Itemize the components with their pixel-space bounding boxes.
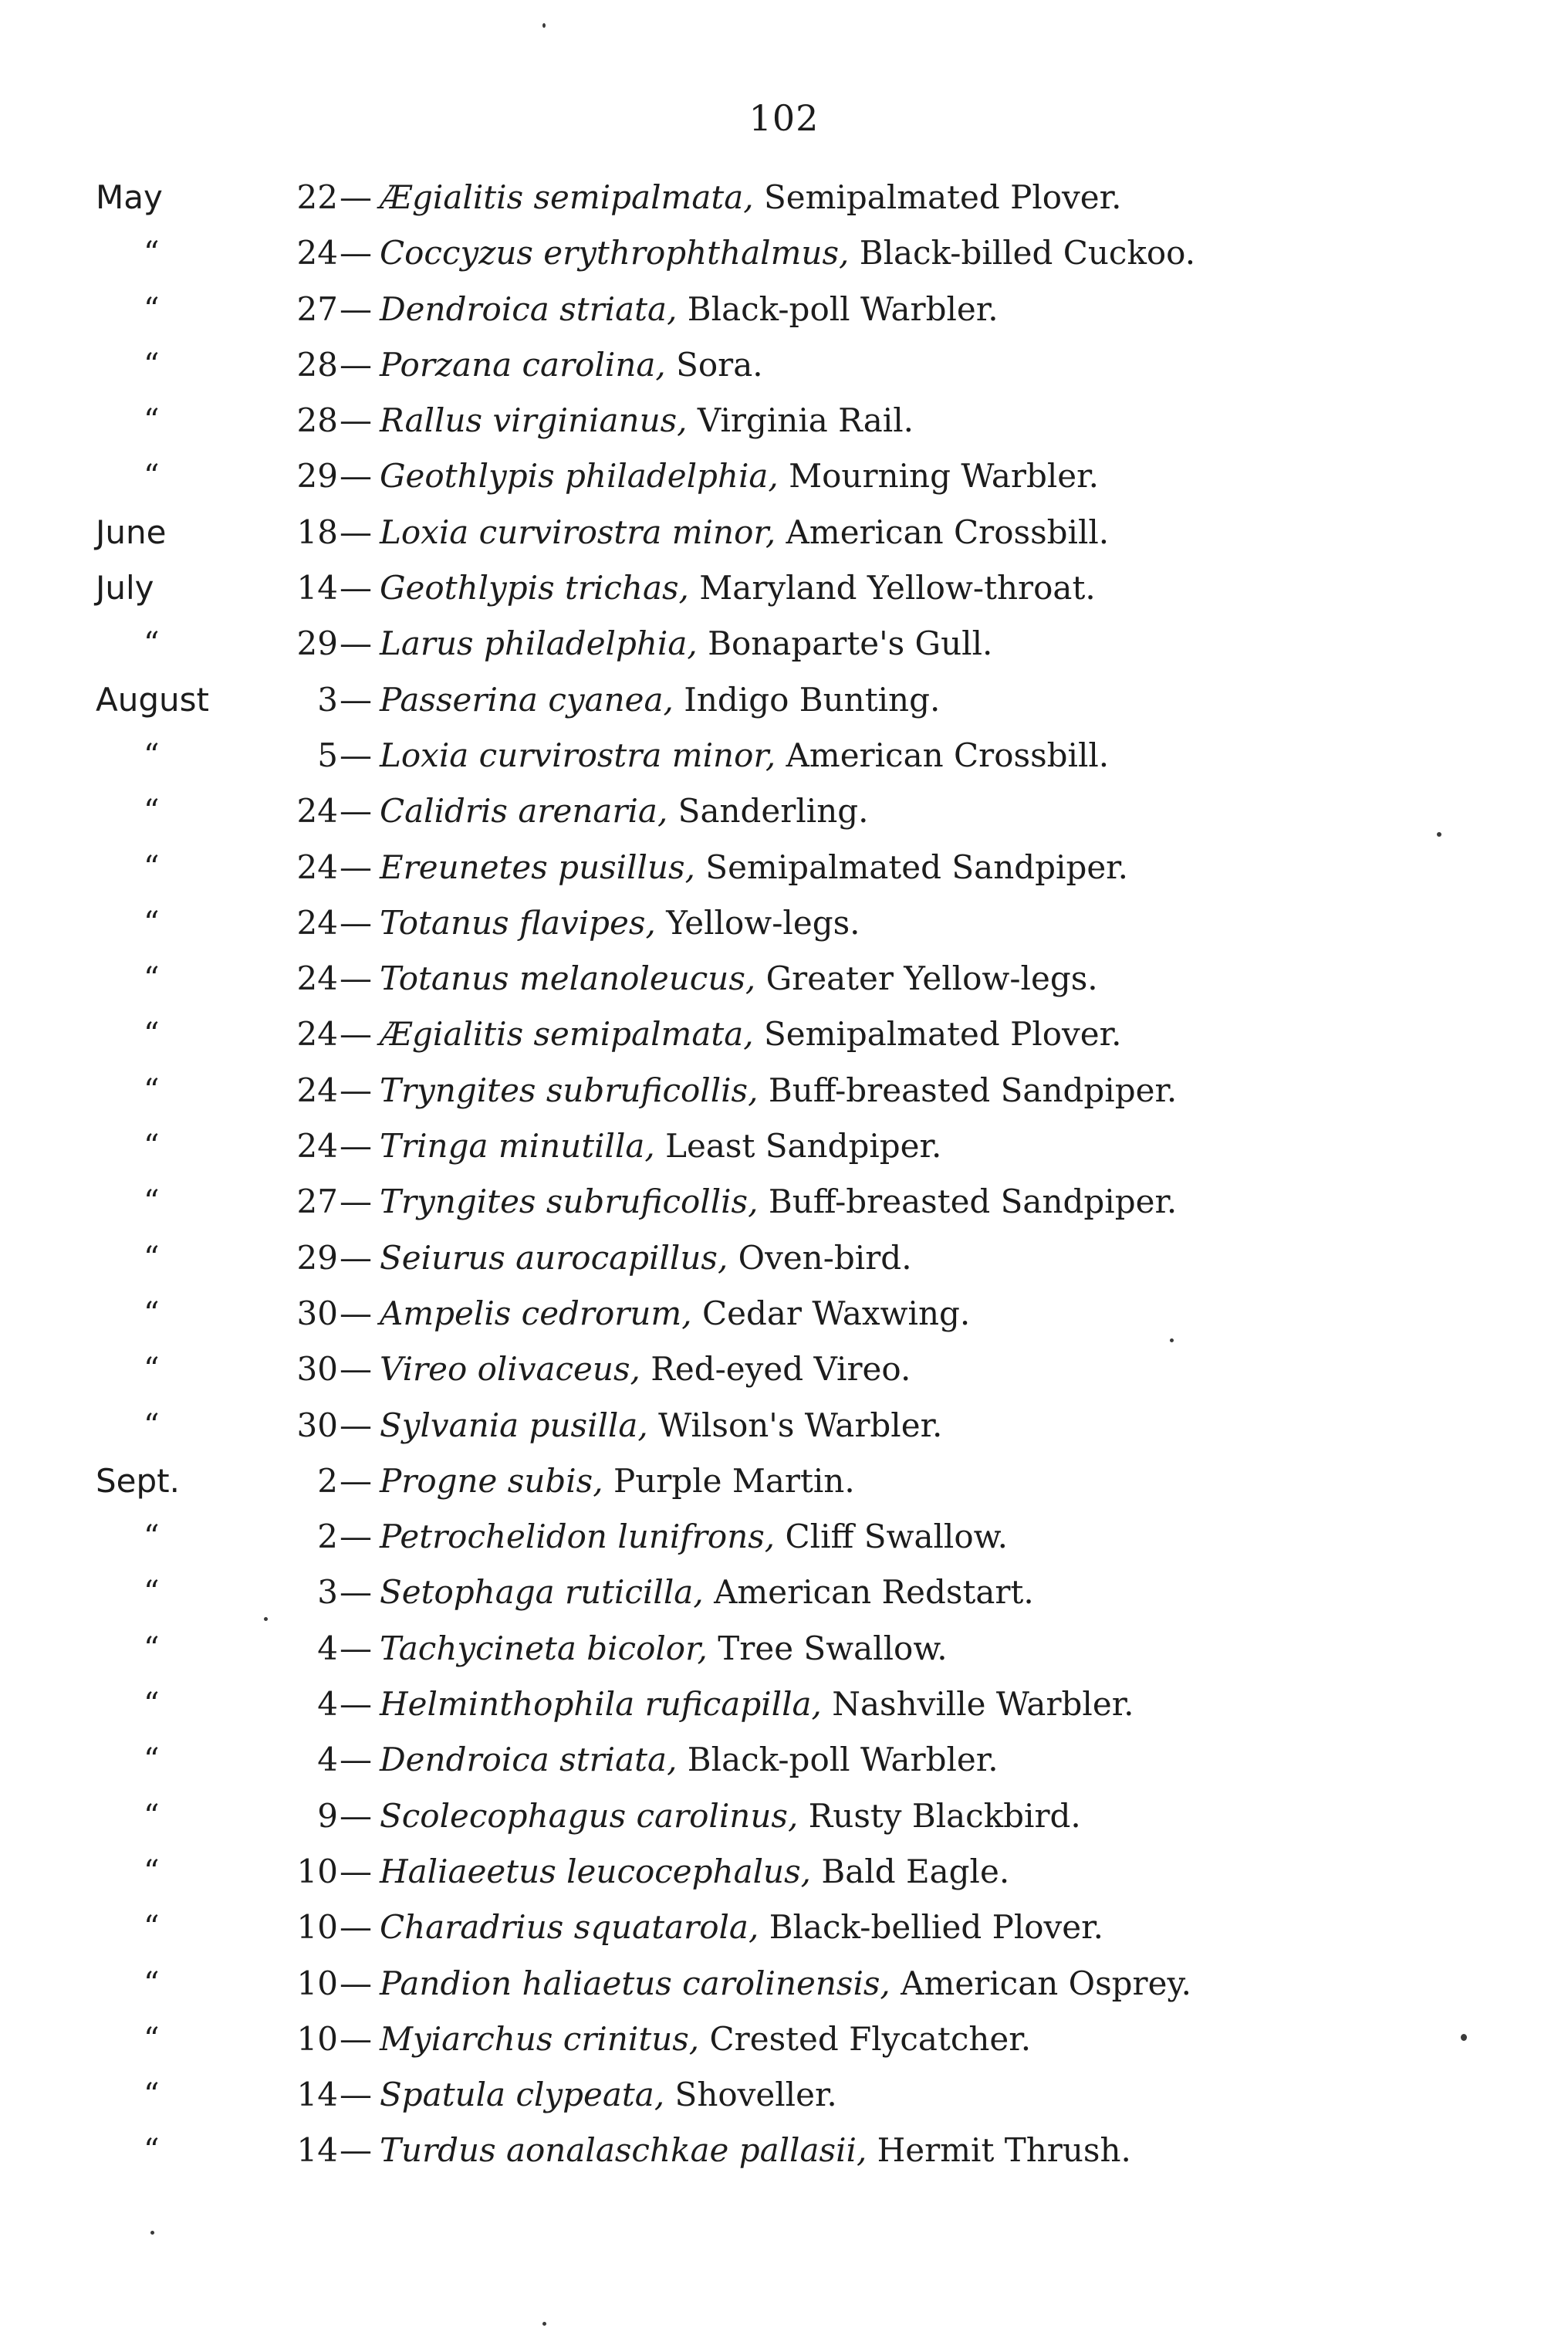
day-number: 14: [296, 2131, 338, 2170]
list-item: [0, 1956, 1568, 2012]
em-dash-separator: —: [340, 624, 372, 663]
scientific-name: Petrochelidon lunifrons,: [380, 1518, 776, 1556]
scientific-name: Geothlypis trichas,: [380, 569, 689, 607]
common-name: American Crossbill.: [786, 736, 1110, 774]
em-dash-separator: —: [340, 1852, 372, 1890]
scan-speck: [150, 2231, 154, 2235]
day-number: 5: [317, 736, 338, 774]
day-number: 2: [317, 1518, 338, 1556]
day-number: 10: [296, 1908, 338, 1947]
day-number: 24: [296, 792, 338, 831]
day-number: 27: [296, 289, 338, 328]
day-number: 14: [296, 569, 338, 607]
day-number: 3: [317, 1573, 338, 1612]
ditto-mark: “: [144, 1519, 160, 1555]
em-dash-separator: —: [340, 848, 372, 886]
em-dash-separator: —: [340, 2076, 372, 2114]
ditto-mark: “: [144, 291, 160, 327]
scientific-name: Totanus melanoleucus,: [380, 959, 756, 998]
day-number: 10: [296, 1852, 338, 1890]
species-entry: [380, 1453, 855, 1509]
day-number: 28: [296, 401, 338, 440]
em-dash-separator: —: [340, 1573, 372, 1612]
scientific-name: Tachycineta bicolor,: [380, 1629, 708, 1667]
day-number: 29: [296, 1238, 338, 1277]
list-item: [0, 840, 1568, 895]
scientific-name: Dendroica striata,: [380, 289, 678, 328]
scientific-name: Haliaeetus leucocephalus,: [380, 1852, 812, 1890]
ditto-mark: “: [144, 1129, 160, 1165]
species-entry: [380, 1230, 912, 1286]
day-number: 10: [296, 2019, 338, 2058]
list-item: [0, 1844, 1568, 1900]
day-number: 24: [296, 903, 338, 942]
day-number: 10: [296, 1964, 338, 2002]
ditto-mark: “: [144, 1407, 160, 1443]
ditto-mark: “: [144, 403, 160, 439]
em-dash-separator: —: [340, 1015, 372, 1054]
common-name: Sanderling.: [678, 792, 869, 831]
list-item: [0, 282, 1568, 337]
common-name: Nashville Warbler.: [832, 1685, 1134, 1724]
species-entry: [380, 1118, 941, 1174]
list-item: [0, 2012, 1568, 2067]
day-number: 30: [296, 1350, 338, 1389]
common-name: Purple Martin.: [613, 1461, 855, 1500]
day-number: 24: [296, 1127, 338, 1166]
species-entry: [380, 448, 1099, 504]
scientific-name: Turdus aonalaschkae pallasii,: [380, 2131, 867, 2170]
list-item: [0, 1286, 1568, 1342]
em-dash-separator: —: [340, 1294, 372, 1332]
month-label: Sept.: [96, 1461, 180, 1500]
em-dash-separator: —: [340, 1629, 372, 1667]
species-entry: [380, 1677, 1134, 1732]
list-item: [0, 1063, 1568, 1118]
species-entry: [380, 505, 1109, 560]
ditto-mark: “: [144, 1630, 160, 1667]
list-item: [0, 728, 1568, 783]
common-name: Black-poll Warbler.: [687, 1741, 999, 1779]
page-number: 102: [749, 97, 819, 139]
day-number: 29: [296, 457, 338, 496]
day-number: 18: [296, 513, 338, 551]
scan-speck: [542, 23, 546, 28]
em-dash-separator: —: [340, 1183, 372, 1221]
list-item: [0, 951, 1568, 1007]
list-item: [0, 505, 1568, 560]
scan-speck: [264, 1617, 268, 1621]
scientific-name: Calidris arenaria,: [380, 792, 668, 831]
ditto-mark: “: [144, 1575, 160, 1611]
em-dash-separator: —: [340, 569, 372, 607]
scan-speck: [1437, 832, 1441, 837]
day-number: 4: [317, 1741, 338, 1779]
list-item: [0, 1509, 1568, 1565]
scientific-name: Rallus virginianus,: [380, 401, 688, 440]
common-name: Hermit Thrush.: [877, 2131, 1131, 2170]
species-entry: [380, 393, 914, 448]
common-name: American Osprey.: [901, 1964, 1191, 2002]
day-number: 24: [296, 1071, 338, 1109]
species-entry: [380, 1732, 999, 1788]
scientific-name: Ampelis cedrorum,: [380, 1294, 692, 1332]
em-dash-separator: —: [340, 1350, 372, 1389]
em-dash-separator: —: [340, 401, 372, 440]
day-number: 28: [296, 345, 338, 384]
day-number: 24: [296, 959, 338, 998]
species-entry: [380, 1509, 1008, 1565]
list-item: [0, 1118, 1568, 1174]
ditto-mark: “: [144, 2077, 160, 2113]
list-item: [0, 1342, 1568, 1397]
common-name: Tree Swallow.: [718, 1629, 948, 1667]
day-number: 4: [317, 1685, 338, 1724]
ditto-mark: “: [144, 1687, 160, 1723]
ditto-mark: “: [144, 347, 160, 383]
common-name: Semipalmated Plover.: [764, 178, 1122, 216]
em-dash-separator: —: [340, 2131, 372, 2170]
scientific-name: Ægialitis semipalmata,: [380, 1015, 754, 1054]
species-entry: [380, 728, 1109, 783]
scientific-name: Sylvania pusilla,: [380, 1406, 648, 1444]
common-name: Cedar Waxwing.: [701, 1294, 971, 1332]
em-dash-separator: —: [340, 792, 372, 831]
list-item: [0, 560, 1568, 616]
em-dash-separator: —: [340, 2019, 372, 2058]
scientific-name: Setophaga ruticilla,: [380, 1573, 704, 1612]
scientific-name: Seiurus aurocapillus,: [380, 1238, 728, 1277]
scientific-name: Charadrius squatarola,: [380, 1908, 759, 1947]
em-dash-separator: —: [340, 513, 372, 551]
ditto-mark: “: [144, 626, 160, 662]
em-dash-separator: —: [340, 1685, 372, 1724]
ditto-mark: “: [144, 1853, 160, 1890]
em-dash-separator: —: [340, 1127, 372, 1166]
em-dash-separator: —: [340, 345, 372, 384]
ditto-mark: “: [144, 1798, 160, 1834]
species-entry: [380, 895, 860, 951]
day-number: 4: [317, 1629, 338, 1667]
day-number: 3: [317, 680, 338, 719]
common-name: Yellow-legs.: [666, 903, 860, 942]
list-item: [0, 1621, 1568, 1677]
common-name: Sora.: [676, 345, 763, 384]
list-item: [0, 1007, 1568, 1062]
common-name: Crested Flycatcher.: [709, 2019, 1032, 2058]
species-entry: [380, 616, 992, 672]
ditto-mark: “: [144, 794, 160, 830]
common-name: Black-billed Cuckoo.: [859, 234, 1196, 272]
em-dash-separator: —: [340, 1518, 372, 1556]
list-item: [0, 616, 1568, 672]
list-item: [0, 1453, 1568, 1509]
ditto-mark: “: [144, 1072, 160, 1108]
list-item: [0, 1565, 1568, 1620]
day-number: 22: [296, 178, 338, 216]
common-name: Buff-breasted Sandpiper.: [768, 1071, 1178, 1109]
day-number: 27: [296, 1183, 338, 1221]
ditto-mark: “: [144, 1184, 160, 1220]
common-name: Indigo Bunting.: [684, 680, 941, 719]
em-dash-separator: —: [340, 1406, 372, 1444]
list-item: [0, 1174, 1568, 1230]
em-dash-separator: —: [340, 1964, 372, 2002]
scientific-name: Myiarchus crinitus,: [380, 2019, 700, 2058]
ditto-mark: “: [144, 1742, 160, 1778]
scientific-name: Loxia curvirostra minor,: [380, 513, 776, 551]
common-name: Cliff Swallow.: [785, 1518, 1008, 1556]
common-name: Greater Yellow-legs.: [765, 959, 1098, 998]
em-dash-separator: —: [340, 289, 372, 328]
common-name: Least Sandpiper.: [665, 1127, 942, 1166]
common-name: Black-bellied Plover.: [769, 1908, 1103, 1947]
scientific-name: Coccyzus erythrophthalmus,: [380, 234, 850, 272]
species-entry: [380, 2123, 1131, 2178]
list-item: [0, 225, 1568, 281]
species-entry: [380, 1844, 1009, 1900]
ditto-mark: “: [144, 905, 160, 941]
species-entry: [380, 2012, 1031, 2067]
day-number: 2: [317, 1461, 338, 1500]
scientific-name: Tringa minutilla,: [380, 1127, 655, 1166]
em-dash-separator: —: [340, 457, 372, 496]
common-name: Virginia Rail.: [697, 401, 914, 440]
ditto-mark: “: [144, 2133, 160, 2169]
month-label: June: [96, 513, 167, 551]
day-number: 24: [296, 234, 338, 272]
common-name: American Redstart.: [714, 1573, 1034, 1612]
common-name: Bonaparte's Gull.: [708, 624, 993, 663]
list-item: [0, 1788, 1568, 1844]
em-dash-separator: —: [340, 736, 372, 774]
common-name: Wilson's Warbler.: [658, 1406, 943, 1444]
scientific-name: Vireo olivaceus,: [380, 1350, 640, 1389]
ditto-mark: “: [144, 961, 160, 997]
month-label: May: [96, 178, 163, 216]
scan-speck: [1170, 1338, 1174, 1342]
species-entry: [380, 170, 1121, 225]
species-entry: [380, 225, 1195, 281]
common-name: American Crossbill.: [786, 513, 1110, 551]
scan-speck: [542, 2322, 546, 2326]
em-dash-separator: —: [340, 234, 372, 272]
list-item: [0, 2067, 1568, 2123]
species-entry: [380, 1900, 1103, 1955]
scientific-name: Larus philadelphia,: [380, 624, 698, 663]
common-name: Red-eyed Vireo.: [651, 1350, 911, 1389]
em-dash-separator: —: [340, 1908, 372, 1947]
common-name: Black-poll Warbler.: [687, 289, 999, 328]
scientific-name: Ægialitis semipalmata,: [380, 178, 754, 216]
month-label: July: [96, 569, 154, 607]
species-entry: [380, 560, 1096, 616]
list-item: [0, 783, 1568, 839]
em-dash-separator: —: [340, 903, 372, 942]
list-item: [0, 448, 1568, 504]
common-name: Shoveller.: [674, 2076, 837, 2114]
common-name: Maryland Yellow-throat.: [699, 569, 1096, 607]
species-entry: [380, 1174, 1177, 1230]
em-dash-separator: —: [340, 1238, 372, 1277]
ditto-mark: “: [144, 2021, 160, 2057]
species-entry: [380, 1788, 1081, 1844]
day-number: 24: [296, 848, 338, 886]
em-dash-separator: —: [340, 1741, 372, 1779]
common-name: Mourning Warbler.: [789, 457, 1099, 496]
migration-record-list: [0, 170, 1568, 2179]
ditto-mark: “: [144, 1352, 160, 1388]
scientific-name: Scolecophagus carolinus,: [380, 1796, 799, 1835]
ditto-mark: “: [144, 1240, 160, 1276]
ditto-mark: “: [144, 235, 160, 272]
scientific-name: Totanus flavipes,: [380, 903, 656, 942]
scientific-name: Porzana carolina,: [380, 345, 666, 384]
day-number: 29: [296, 624, 338, 663]
day-number: 24: [296, 1015, 338, 1054]
common-name: Rusty Blackbird.: [808, 1796, 1081, 1835]
em-dash-separator: —: [340, 178, 372, 216]
day-number: 9: [317, 1796, 338, 1835]
common-name: Buff-breasted Sandpiper.: [768, 1183, 1178, 1221]
day-number: 30: [296, 1294, 338, 1332]
ditto-mark: “: [144, 1965, 160, 2002]
list-item: [0, 1230, 1568, 1286]
list-item: [0, 1900, 1568, 1955]
species-entry: [380, 1621, 948, 1677]
species-entry: [380, 672, 940, 728]
scientific-name: Spatula clypeata,: [380, 2076, 665, 2114]
scientific-name: Helminthophila ruficapilla,: [380, 1685, 822, 1724]
species-entry: [380, 1063, 1177, 1118]
species-entry: [380, 1565, 1034, 1620]
ditto-mark: “: [144, 1295, 160, 1332]
list-item: [0, 393, 1568, 448]
scientific-name: Ereunetes pusillus,: [380, 848, 695, 886]
list-item: [0, 895, 1568, 951]
common-name: Oven-bird.: [738, 1238, 912, 1277]
ditto-mark: “: [144, 459, 160, 495]
scientific-name: Pandion haliaetus carolinensis,: [380, 1964, 890, 2002]
list-item: [0, 1677, 1568, 1732]
scientific-name: Progne subis,: [380, 1461, 603, 1500]
scientific-name: Dendroica striata,: [380, 1741, 678, 1779]
em-dash-separator: —: [340, 1796, 372, 1835]
list-item: [0, 672, 1568, 728]
list-item: [0, 2123, 1568, 2178]
ditto-mark: “: [144, 1017, 160, 1053]
day-number: 30: [296, 1406, 338, 1444]
species-entry: [380, 1398, 942, 1453]
scientific-name: Passerina cyanea,: [380, 680, 674, 719]
list-item: [0, 1732, 1568, 1788]
list-item: [0, 337, 1568, 393]
scientific-name: Tryngites subruficollis,: [380, 1183, 759, 1221]
ditto-mark: “: [144, 849, 160, 885]
species-entry: [380, 840, 1128, 895]
species-entry: [380, 1286, 970, 1342]
month-label: August: [96, 680, 209, 719]
species-entry: [380, 1007, 1121, 1062]
scan-speck: [1461, 2034, 1467, 2041]
species-entry: [380, 1342, 911, 1397]
ditto-mark: “: [144, 737, 160, 773]
em-dash-separator: —: [340, 1461, 372, 1500]
scientific-name: Loxia curvirostra minor,: [380, 736, 776, 774]
em-dash-separator: —: [340, 1071, 372, 1109]
em-dash-separator: —: [340, 680, 372, 719]
species-entry: [380, 2067, 837, 2123]
list-item: [0, 170, 1568, 225]
list-item: [0, 1398, 1568, 1453]
species-entry: [380, 282, 999, 337]
species-entry: [380, 951, 1098, 1007]
species-entry: [380, 1956, 1191, 2012]
scientific-name: Geothlypis philadelphia,: [380, 457, 779, 496]
common-name: Semipalmated Plover.: [764, 1015, 1122, 1054]
day-number: 14: [296, 2076, 338, 2114]
common-name: Semipalmated Sandpiper.: [705, 848, 1128, 886]
common-name: Bald Eagle.: [821, 1852, 1010, 1890]
em-dash-separator: —: [340, 959, 372, 998]
scientific-name: Tryngites subruficollis,: [380, 1071, 759, 1109]
species-entry: [380, 783, 869, 839]
ditto-mark: “: [144, 1910, 160, 1946]
species-entry: [380, 337, 763, 393]
